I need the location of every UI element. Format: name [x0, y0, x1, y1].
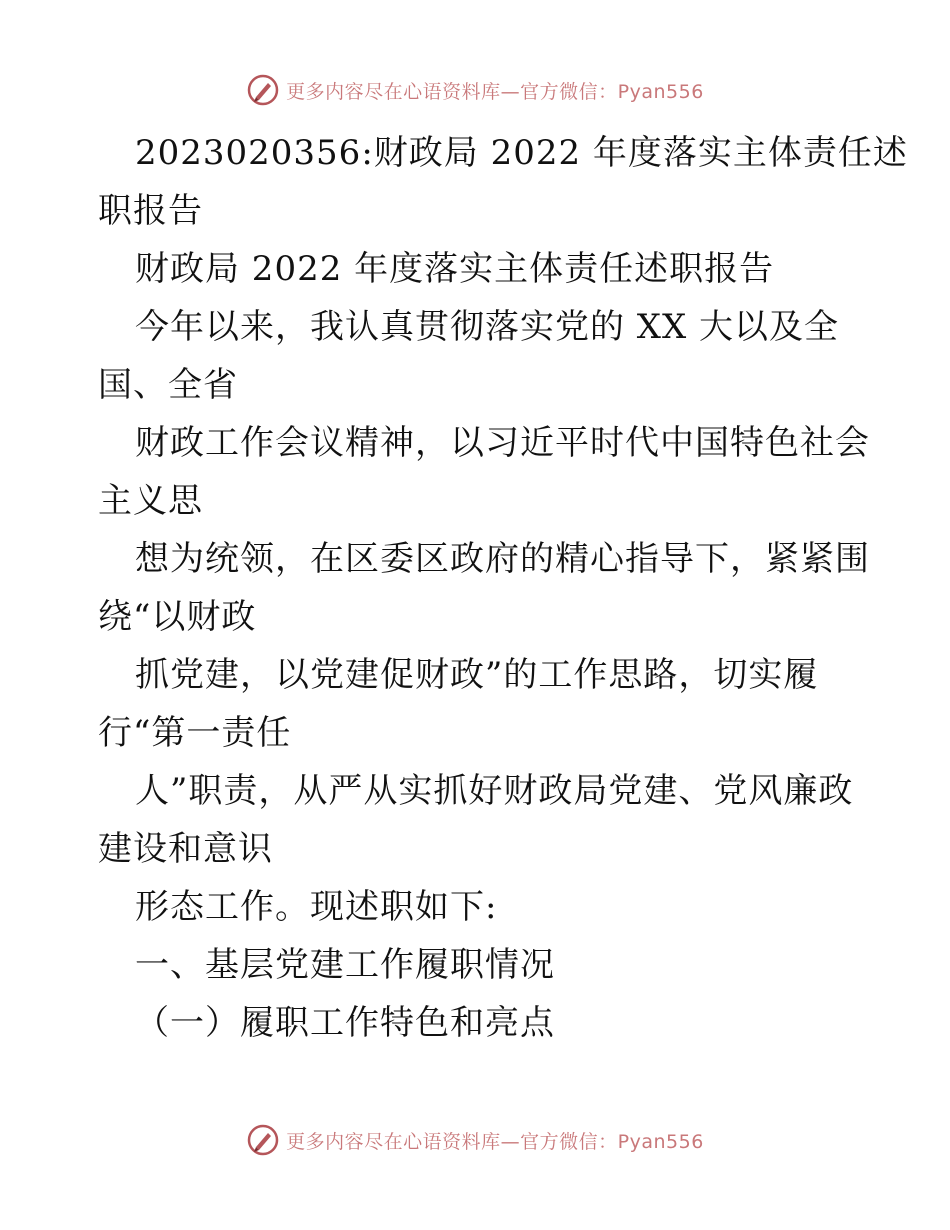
subsection-heading: （一）履职工作特色和亮点 — [135, 1003, 555, 1043]
doc-line: 2023020356:财政局 2022 年度落实主体责任述 — [135, 133, 908, 173]
doc-line: 行“第一责任 — [98, 713, 292, 753]
document-body — [98, 124, 908, 1052]
doc-line: 想为统领，在区委区政府的精心指导下，紧紧围 — [135, 539, 870, 579]
header-watermark-text: 更多内容尽在心语资料库—官方微信：Pyan556 — [286, 80, 704, 103]
doc-line: 国、全省 — [98, 365, 238, 405]
pen-logo-icon — [246, 73, 280, 107]
doc-line: 人”职责，从严从实抓好财政局党建、党风廉政 — [135, 771, 854, 811]
doc-line: 绕“以财政 — [98, 597, 257, 637]
doc-line: 建设和意识 — [98, 829, 273, 869]
doc-line: 主义思 — [98, 481, 203, 521]
header-watermark-banner — [0, 68, 950, 112]
doc-line: 今年以来，我认真贯彻落实党的 XX 大以及全 — [135, 307, 840, 347]
doc-line: 形态工作。现述职如下: — [135, 887, 498, 927]
doc-line: 抓党建，以党建促财政”的工作思路，切实履 — [135, 655, 819, 695]
pen-logo-icon — [246, 1123, 280, 1157]
doc-line: 财政工作会议精神，以习近平时代中国特色社会 — [135, 423, 870, 463]
footer-watermark-banner — [0, 1118, 950, 1162]
doc-line: 财政局 2022 年度落实主体责任述职报告 — [135, 249, 775, 289]
section-heading: 一、基层党建工作履职情况 — [135, 945, 555, 985]
footer-watermark-text: 更多内容尽在心语资料库—官方微信：Pyan556 — [286, 1130, 704, 1153]
doc-line: 职报告 — [98, 191, 203, 231]
